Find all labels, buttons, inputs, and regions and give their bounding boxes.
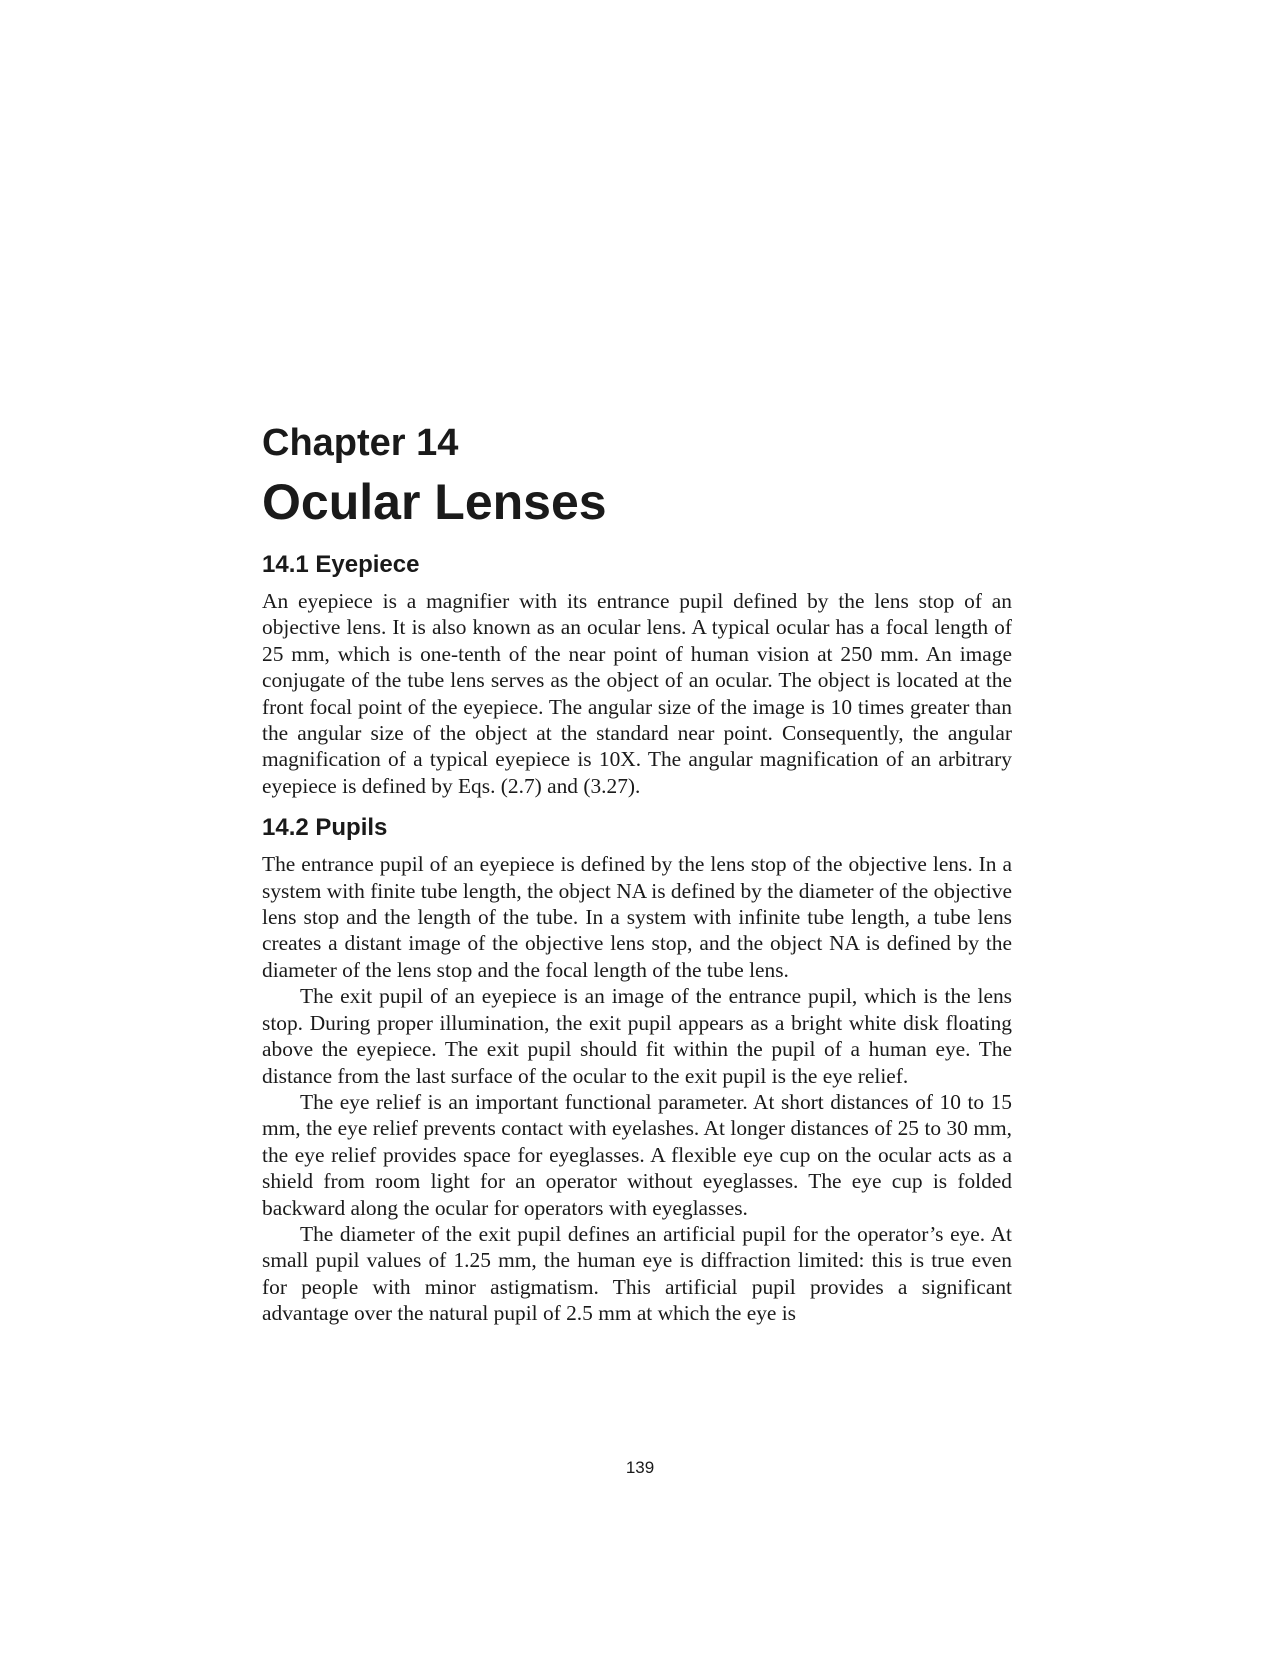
section-heading-eyepiece: 14.1 Eyepiece [262,551,420,578]
chapter-title: Ocular Lenses [262,474,607,530]
paragraph: An eyepiece is a magnifier with its entrance pupil defined by the lens stop of an objective lens. It is also known as an ocular lens. A typical ocular has a focal length of 25 mm, which is one-tenth of the near point of human vision at 250 mm. An image conjugate of the tube lens serves as the object of an ocular. The object is located at the front focal point of the eyepiece. The angular size of the image is 10 times greater than the angular size of the object at the standard near point. Consequently, the angular magnification of a typical eyepiece is 10X. The angular magnification of an arbitrary eyepiece is defined by Eqs. (2.7) and (3.27). [262,589,1012,798]
paragraph: The exit pupil of an eyepiece is an image of the entrance pupil, which is the lens stop. During proper illumination, the exit pupil appears as a bright white disk floating above the eyepiece. The exit pupil should fit within the pupil of a human eye. The distance from the last surface of the ocular to the exit pupil is the eye relief. [262,984,1012,1088]
paragraph: The eye relief is an important functional parameter. At short distances of 10 to 15 mm, the eye relief prevents contact with eyelashes. At longer distances of 25 to 30 mm, the eye relief provides space for eyeglasses. A flexible eye cup on the ocular acts as a shield from room light for an operator without eyeglasses. The eye cup is folded backward along the ocular for operators with eyeglasses. [262,1089,1012,1220]
paragraph: The diameter of the exit pupil defines an artificial pupil for the operator’s eye. At small pupil values of 1.25 mm, the human eye is diffraction limited: this is true even for people with minor astigmatism. This artificial pupil provides a significant advantage over the natural pupil of 2.5 mm at which the eye is [262,1221,1012,1326]
section-heading-pupils: 14.2 Pupils [262,814,388,842]
page-number: 139 [625,1458,655,1477]
chapter-label: Chapter 14 [262,422,459,464]
page-content [262,420,1012,1327]
paragraph: The entrance pupil of an eyepiece is defined by the lens stop of the objective lens. In a system with finite tube length, the object NA is defined by the diameter of the objective lens stop and the length of the tube. In a system with infinite tube length, a tube lens creates a distant image of the objective lens stop, and the object NA is defined by the diameter of the lens stop and the focal length of the tube lens. [262,852,1012,982]
